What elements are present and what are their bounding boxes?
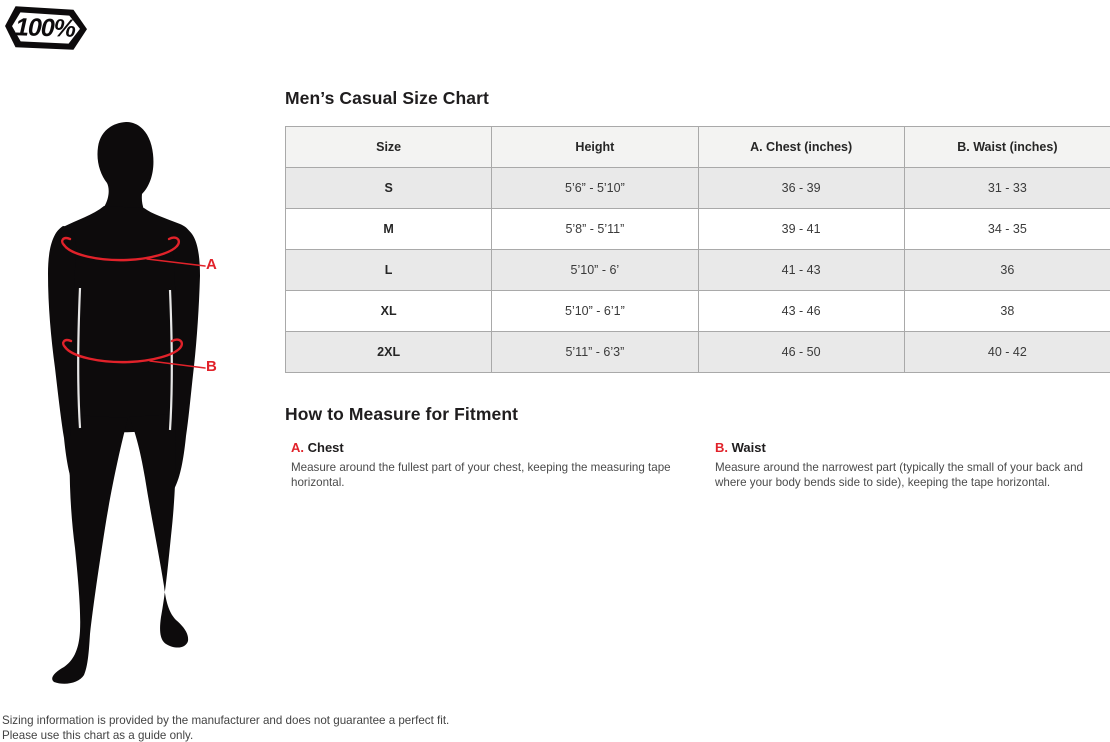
table-cell: 36 - 39 (698, 168, 904, 209)
table-cell: L (286, 250, 492, 291)
table-cell: 43 - 46 (698, 291, 904, 332)
table-cell: M (286, 209, 492, 250)
fitment-letter: B. (715, 440, 728, 455)
table-row (286, 209, 1110, 250)
header-cell-waist: B. Waist (inches) (904, 127, 1110, 168)
fitment-description: Measure around the narrowest part (typically the small of your back and where your body bends side to side), keeping the tape horizontal. (715, 461, 1083, 489)
fitment-section-title: How to Measure for Fitment (285, 404, 519, 424)
header-cell-height: Height (492, 127, 698, 168)
table-row (286, 332, 1110, 373)
table-row (286, 168, 1110, 209)
table-cell: XL (286, 291, 492, 332)
table-row (286, 250, 1110, 291)
fitment-letter: A. (291, 440, 304, 455)
fitment-description: Measure around the fullest part of your chest, keeping the measuring tape horizontal. (291, 461, 671, 489)
table-cell: 5’10” - 6’1” (492, 291, 698, 332)
fitment-item-heading (715, 440, 1110, 455)
table-cell: 38 (904, 291, 1110, 332)
table-cell: 31 - 33 (904, 168, 1110, 209)
table-cell: 5’10” - 6’ (492, 250, 698, 291)
brand-logo-text: 100% (14, 13, 76, 43)
fitment-name: Chest (307, 440, 344, 455)
table-cell: 34 - 35 (904, 209, 1110, 250)
table-cell: 5’6” - 5’10” (492, 168, 698, 209)
male-silhouette-figure (47, 120, 232, 685)
table-cell: 5’11” - 6’3” (492, 332, 698, 373)
disclaimer-line-2: Please use this chart as a guide only. (2, 728, 194, 742)
fitment-name: Waist (731, 440, 766, 455)
male-silhouette (48, 122, 200, 684)
table-cell: S (286, 168, 492, 209)
table-header-row (286, 127, 1110, 168)
table-cell: 5’8” - 5’11” (492, 209, 698, 250)
chest-measure-label: A (206, 256, 218, 273)
fitment-item-heading (291, 440, 676, 455)
table-cell: 39 - 41 (698, 209, 904, 250)
table-cell: 41 - 43 (698, 250, 904, 291)
sizing-disclaimer (2, 714, 449, 742)
table-cell: 46 - 50 (698, 332, 904, 373)
table-cell: 2XL (286, 332, 492, 373)
brand-logo-icon (3, 4, 88, 51)
size-chart-title: Men’s Casual Size Chart (285, 88, 489, 108)
disclaimer-line-1: Sizing information is provided by the manufacturer and does not guarantee a perfect fit. (2, 714, 450, 727)
table-row (286, 291, 1110, 332)
table-cell: 36 (904, 250, 1110, 291)
waist-measure-label: B (206, 358, 218, 375)
header-cell-chest: A. Chest (inches) (698, 127, 904, 168)
table-cell: 40 - 42 (904, 332, 1110, 373)
fitment-item-waist (715, 440, 1110, 490)
fitment-item-chest (291, 440, 676, 490)
header-cell-size: Size (286, 127, 492, 168)
size-chart-table (285, 126, 1110, 373)
